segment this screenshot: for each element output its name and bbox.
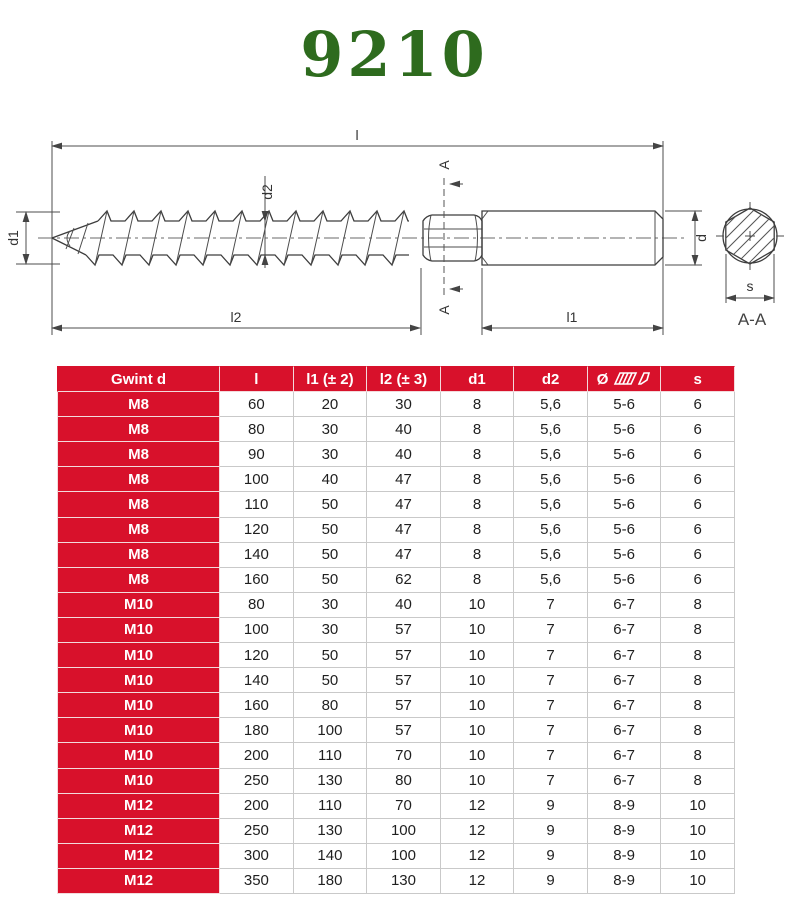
table-cell: 8-9	[588, 869, 662, 894]
table-cell: 5-6	[588, 442, 662, 467]
table-cell: 6-7	[588, 718, 662, 743]
table-cell: 300	[220, 844, 294, 869]
label-s: s	[746, 278, 754, 294]
table-cell: 120	[220, 643, 294, 668]
label-l: l	[355, 127, 359, 143]
table-cell: 47	[367, 543, 441, 568]
table-cell: 60	[220, 392, 294, 417]
table-cell: 6	[661, 442, 735, 467]
table-row	[57, 417, 735, 442]
table-cell: 57	[367, 693, 441, 718]
table-cell: 130	[367, 869, 441, 894]
table-header-row	[57, 366, 735, 392]
thread-size-cell: M8	[57, 467, 220, 492]
table-cell: 6	[661, 568, 735, 593]
header-gwint-d: Gwint d	[57, 366, 220, 392]
table-cell: 8	[661, 593, 735, 618]
table-row	[57, 668, 735, 693]
thread-size-cell: M8	[57, 417, 220, 442]
table-cell: 62	[367, 568, 441, 593]
table-cell: 9	[514, 794, 588, 819]
table-row	[57, 568, 735, 593]
table-cell: 50	[294, 543, 368, 568]
table-cell: 6	[661, 518, 735, 543]
table-cell: 110	[220, 492, 294, 517]
table-cell: 7	[514, 718, 588, 743]
table-cell: 100	[294, 718, 368, 743]
table-cell: 30	[294, 417, 368, 442]
table-row	[57, 518, 735, 543]
table-cell: 120	[220, 518, 294, 543]
table-row	[57, 743, 735, 768]
table-cell: 8	[661, 693, 735, 718]
table-cell: 10	[661, 844, 735, 869]
dim-wood-thread-length	[52, 309, 420, 328]
table-cell: 6	[661, 492, 735, 517]
table-cell: 8	[441, 543, 515, 568]
table-cell: 8	[661, 743, 735, 768]
table-cell: 160	[220, 568, 294, 593]
table-cell: 5,6	[514, 492, 588, 517]
table-cell: 130	[294, 819, 368, 844]
technical-drawing	[0, 118, 789, 363]
table-cell: 140	[220, 543, 294, 568]
table-cell: 140	[220, 668, 294, 693]
table-cell: 30	[367, 392, 441, 417]
table-cell: 6	[661, 543, 735, 568]
header-s: s	[661, 366, 735, 392]
table-cell: 9	[514, 844, 588, 869]
table-cell: 50	[294, 518, 368, 543]
label-d1: d1	[5, 230, 21, 246]
thread-size-cell: M8	[57, 518, 220, 543]
thread-size-cell: M8	[57, 392, 220, 417]
table-cell: 100	[367, 844, 441, 869]
table-cell: 40	[367, 442, 441, 467]
table-cell: 10	[441, 743, 515, 768]
table-cell: 250	[220, 819, 294, 844]
table-cell: 10	[661, 794, 735, 819]
table-cell: 9	[514, 869, 588, 894]
table-row	[57, 492, 735, 517]
table-cell: 80	[220, 417, 294, 442]
table-cell: 40	[367, 593, 441, 618]
table-cell: 200	[220, 794, 294, 819]
table-row	[57, 593, 735, 618]
table-cell: 5-6	[588, 492, 662, 517]
table-cell: 8	[661, 718, 735, 743]
table-cell: 10	[441, 618, 515, 643]
table-cell: 6	[661, 392, 735, 417]
table-cell: 5,6	[514, 467, 588, 492]
table-cell: 5-6	[588, 518, 662, 543]
table-row	[57, 718, 735, 743]
diameter-symbol: Ø	[596, 370, 609, 388]
table-cell: 5,6	[514, 442, 588, 467]
label-l1: l1	[566, 309, 578, 325]
table-cell: 5-6	[588, 543, 662, 568]
table-cell: 8	[661, 769, 735, 794]
table-cell: 57	[367, 643, 441, 668]
table-cell: 10	[661, 869, 735, 894]
table-row	[57, 819, 735, 844]
table-cell: 8-9	[588, 844, 662, 869]
label-l2: l2	[230, 309, 242, 325]
table-cell: 6-7	[588, 693, 662, 718]
table-cell: 7	[514, 618, 588, 643]
table-cell: 7	[514, 668, 588, 693]
table-cell: 6-7	[588, 643, 662, 668]
table-cell: 57	[367, 618, 441, 643]
table-cell: 8-9	[588, 794, 662, 819]
thread-size-cell: M10	[57, 643, 220, 668]
table-cell: 10	[661, 819, 735, 844]
thread-size-cell: M10	[57, 718, 220, 743]
label-section-a-bottom: A	[436, 305, 452, 315]
table-cell: 50	[294, 668, 368, 693]
table-cell: 110	[294, 743, 368, 768]
table-cell: 200	[220, 743, 294, 768]
table-cell: 8	[441, 392, 515, 417]
table-cell: 50	[294, 568, 368, 593]
dim-total-length	[52, 127, 663, 146]
table-cell: 6-7	[588, 593, 662, 618]
table-cell: 8	[441, 492, 515, 517]
table-cell: 110	[294, 794, 368, 819]
table-cell: 8	[661, 618, 735, 643]
hatch-pattern	[670, 208, 789, 270]
table-row	[57, 392, 735, 417]
thread-size-cell: M12	[57, 794, 220, 819]
table-row	[57, 869, 735, 894]
thread-size-cell: M8	[57, 442, 220, 467]
table-cell: 12	[441, 869, 515, 894]
table-cell: 40	[294, 467, 368, 492]
table-cell: 5-6	[588, 417, 662, 442]
table-row	[57, 643, 735, 668]
table-cell: 57	[367, 668, 441, 693]
table-cell: 100	[367, 819, 441, 844]
table-cell: 140	[294, 844, 368, 869]
table-cell: 5-6	[588, 467, 662, 492]
table-cell: 90	[220, 442, 294, 467]
table-cell: 47	[367, 467, 441, 492]
table-cell: 5,6	[514, 518, 588, 543]
table-cell: 50	[294, 643, 368, 668]
table-cell: 100	[220, 618, 294, 643]
table-cell: 8	[441, 417, 515, 442]
page-title: 9210	[300, 18, 489, 91]
thread-size-cell: M12	[57, 869, 220, 894]
table-cell: 6-7	[588, 668, 662, 693]
table-cell: 57	[367, 718, 441, 743]
table-row	[57, 693, 735, 718]
label-section-a-top: A	[436, 160, 452, 170]
table-cell: 50	[294, 492, 368, 517]
thread-size-cell: M8	[57, 568, 220, 593]
table-cell: 5,6	[514, 417, 588, 442]
table-cell: 40	[367, 417, 441, 442]
table-cell: 6	[661, 417, 735, 442]
dim-machine-diameter	[693, 211, 709, 265]
table-cell: 5,6	[514, 392, 588, 417]
section-markers	[436, 160, 463, 315]
table-cell: 8	[661, 668, 735, 693]
table-cell: 10	[441, 769, 515, 794]
table-cell: 8-9	[588, 819, 662, 844]
table-cell: 130	[294, 769, 368, 794]
spec-table	[57, 366, 735, 894]
header-d1: d1	[441, 366, 515, 392]
table-cell: 6	[661, 467, 735, 492]
table-cell: 5,6	[514, 543, 588, 568]
table-cell: 70	[367, 794, 441, 819]
table-cell: 350	[220, 869, 294, 894]
table-cell: 9	[514, 819, 588, 844]
table-row	[57, 769, 735, 794]
dim-tip-diameter	[5, 212, 26, 264]
table-cell: 7	[514, 693, 588, 718]
table-cell: 47	[367, 518, 441, 543]
thread-size-cell: M10	[57, 769, 220, 794]
table-cell: 30	[294, 618, 368, 643]
table-cell: 70	[367, 743, 441, 768]
table-row	[57, 844, 735, 869]
table-cell: 80	[294, 693, 368, 718]
table-cell: 5-6	[588, 392, 662, 417]
table-cell: 8	[441, 568, 515, 593]
table-cell: 7	[514, 643, 588, 668]
table-row	[57, 618, 735, 643]
table-cell: 30	[294, 593, 368, 618]
table-cell: 5-6	[588, 568, 662, 593]
table-row	[57, 794, 735, 819]
table-cell: 10	[441, 693, 515, 718]
table-cell: 10	[441, 718, 515, 743]
table-cell: 8	[441, 467, 515, 492]
table-row	[57, 442, 735, 467]
header-diameter	[588, 366, 662, 392]
table-cell: 6-7	[588, 743, 662, 768]
table-cell: 12	[441, 794, 515, 819]
table-row	[57, 543, 735, 568]
thread-size-cell: M10	[57, 593, 220, 618]
thread-size-cell: M12	[57, 844, 220, 869]
label-d: d	[693, 234, 709, 242]
spec-table-body	[57, 392, 735, 894]
table-cell: 180	[220, 718, 294, 743]
table-cell: 100	[220, 467, 294, 492]
header-l1: l1 (± 2)	[294, 366, 368, 392]
table-cell: 12	[441, 819, 515, 844]
header-d2: d2	[514, 366, 588, 392]
table-cell: 7	[514, 593, 588, 618]
thread-size-cell: M8	[57, 543, 220, 568]
table-cell: 8	[661, 643, 735, 668]
table-cell: 6-7	[588, 769, 662, 794]
thread-size-cell: M10	[57, 668, 220, 693]
header-l2: l2 (± 3)	[367, 366, 441, 392]
thread-size-cell: M12	[57, 819, 220, 844]
dim-machine-thread-length	[482, 309, 663, 328]
table-cell: 47	[367, 492, 441, 517]
table-cell: 6-7	[588, 618, 662, 643]
table-cell: 10	[441, 668, 515, 693]
table-cell: 180	[294, 869, 368, 894]
thread-size-cell: M10	[57, 618, 220, 643]
label-d2: d2	[259, 184, 275, 200]
label-section-view: A-A	[737, 310, 767, 329]
thread-size-cell: M10	[57, 693, 220, 718]
table-cell: 250	[220, 769, 294, 794]
table-cell: 20	[294, 392, 368, 417]
table-cell: 8	[441, 442, 515, 467]
table-cell: 80	[220, 593, 294, 618]
table-cell: 8	[441, 518, 515, 543]
thread-size-cell: M10	[57, 743, 220, 768]
header-l: l	[220, 366, 294, 392]
table-cell: 7	[514, 769, 588, 794]
table-cell: 10	[441, 643, 515, 668]
table-cell: 7	[514, 743, 588, 768]
table-cell: 10	[441, 593, 515, 618]
table-row	[57, 467, 735, 492]
drill-bit-icon	[613, 371, 651, 386]
table-cell: 30	[294, 442, 368, 467]
table-cell: 12	[441, 844, 515, 869]
table-cell: 5,6	[514, 568, 588, 593]
table-cell: 80	[367, 769, 441, 794]
table-cell: 160	[220, 693, 294, 718]
thread-size-cell: M8	[57, 492, 220, 517]
